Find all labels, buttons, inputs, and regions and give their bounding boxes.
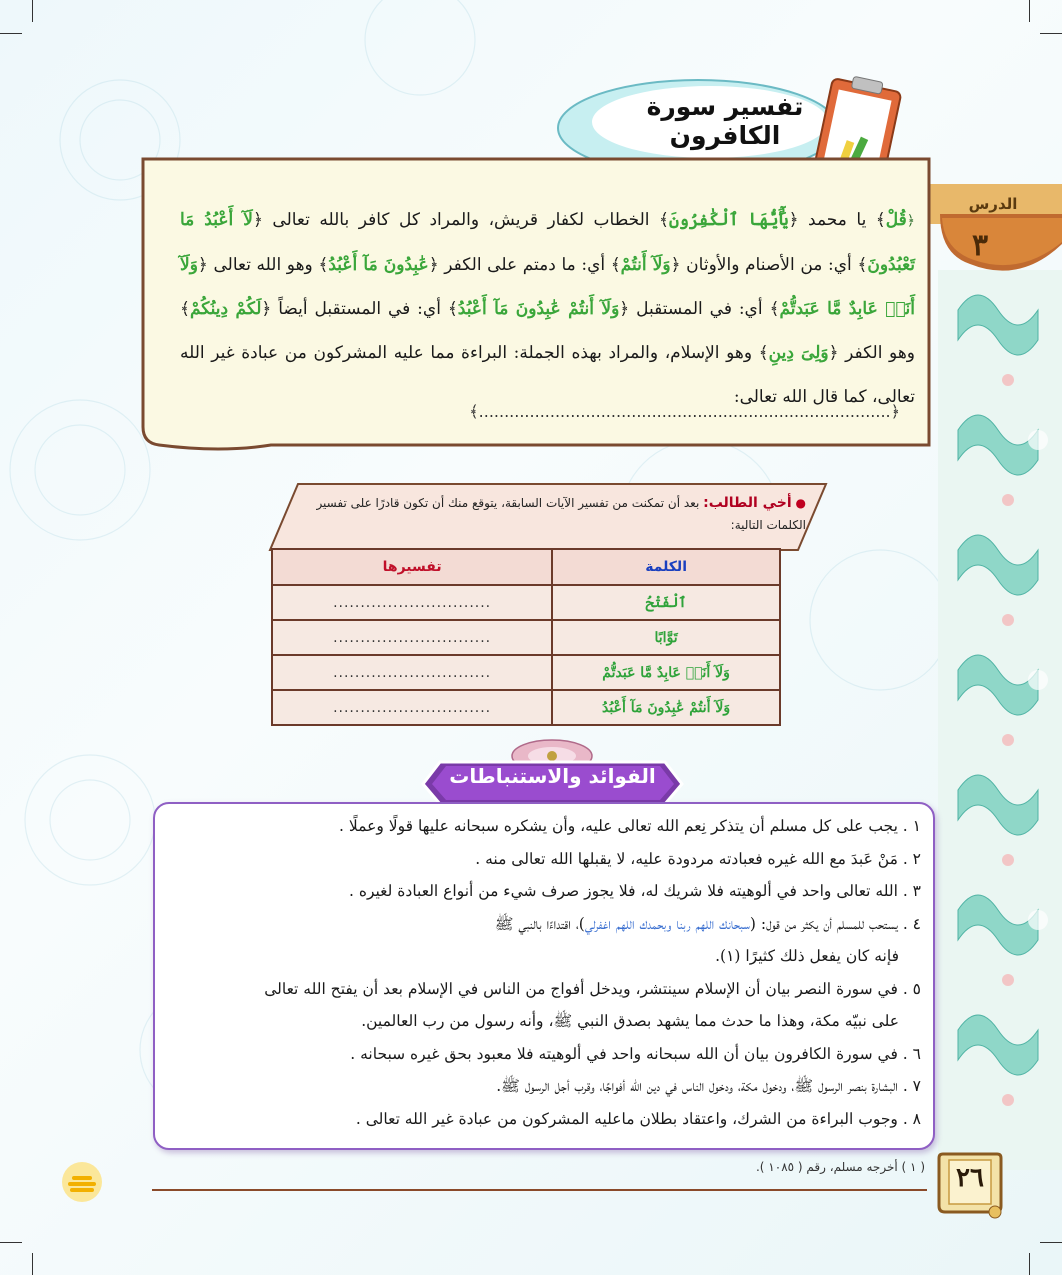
tafsir-text: ﴾ أي: من الأصنام والأوثان ﴿ — [670, 255, 868, 275]
list-item: ٨ . وجوب البراءة من الشرك، واعتقاد بطلان ماعليه المشركون من عبادة غير الله تعالى . — [355, 1109, 921, 1128]
footer-divider — [152, 1189, 927, 1191]
crop-mark — [32, 1253, 33, 1275]
table-answer-blank[interactable]: ............................. — [272, 655, 552, 690]
tafsir-text: ﴾ يا محمد ﴿ — [788, 210, 886, 230]
words-table — [271, 548, 781, 726]
list-item: ٥ . في سورة النصر بيان أن الإسلام سينتشر، ويدخل أفواج من الناس في الإسلام بعد أن يفتح الله تعالى — [264, 979, 921, 998]
bracket: ﴿ — [906, 213, 915, 229]
page-number: ٢٦ — [956, 1163, 984, 1193]
table-row — [272, 690, 780, 725]
tafsir-text: ﴾ وهو الكفر ﴿ — [180, 299, 915, 363]
list-item — [166, 908, 921, 941]
list-item: فإنه كان يفعل ذلك كثيرًا (١). — [715, 947, 899, 965]
tafsir-text: ﴾ وهو الإسلام، والمراد بهذه الجملة: البراءة مما عليه المشركون من عبادة غير الله تعالى، كما قال الله تعالى: — [180, 343, 915, 407]
lesson-number: ٣ — [971, 228, 989, 263]
table-row — [272, 620, 780, 655]
page-title: تفسير سورة الكافرون — [646, 92, 804, 150]
quran-text: لَكُمْ دِينُكُمْ — [189, 299, 262, 319]
quran-text: لَآ أَعْبُدُ مَا تَعْبُدُونَ — [180, 210, 916, 275]
note-body: بعد أن تمكنت من تفسير الآيات السابقة، يتوقع منك أن تكون قادرًا على تفسير الكلمات التالية: — [316, 496, 806, 532]
benefit-text: )، اقتداءًا بالنبي ﷺ — [494, 914, 585, 933]
list-item: ٢ . مَنْ عَبدَ مع الله غيره فعبادته مردودة عليه، لا يقبلها الله تعالى منه . — [475, 849, 921, 868]
tafsir-text: ﴾ أي: في المستقبل ﴿ — [619, 299, 780, 319]
crop-mark — [1040, 1242, 1062, 1243]
table-answer-blank[interactable]: ............................. — [272, 585, 552, 620]
benefit-text: ٤ . يستحب للمسلم أن يكثر من قول: ( — [749, 914, 921, 933]
table-answer-blank[interactable]: ............................. — [272, 690, 552, 725]
crop-mark — [0, 1242, 22, 1243]
tafsir-text: ﴾ أي: ما دمتم على الكفر ﴿ — [428, 255, 621, 275]
benefits-list — [166, 810, 921, 1135]
footnote: ( ١ ) أخرجه مسلم، رقم ( ١٠٨٥ ). — [755, 1160, 925, 1174]
quran-text: قُلْ — [885, 210, 907, 230]
bullet-icon: ● — [795, 496, 806, 510]
table-word: وَلَآ أَنَا۠ عَابِدٌ مَّا عَبَدتُّمْ — [552, 655, 780, 690]
table-row — [272, 585, 780, 620]
quran-text: وَلَآ أَنَا۠ عَابِدٌ مَّا عَبَدتُّمْ — [180, 255, 915, 319]
tafsir-text: ﴾ أي: في المستقبل أيضاً ﴿ — [261, 299, 458, 319]
publisher-logo-icon — [60, 1160, 104, 1204]
section-title: الفوائد والاستنباطات — [449, 764, 656, 788]
list-item: على نبيّه مكة، وهذا ما حدث مما يشهد بصدق النبي ﷺ، وأنه رسول من رب العالمين. — [361, 1012, 899, 1030]
quran-text: يَٰٓأَيُّهَا ٱلْكَٰفِرُونَ — [669, 210, 789, 230]
decorative-border-strip — [938, 270, 1062, 1170]
quran-text: وَلَآ أَنتُمْ — [620, 255, 671, 275]
crop-mark — [1040, 33, 1062, 34]
tafsir-text: ﴾ وهو الله تعالى ﴿ — [197, 255, 329, 275]
fill-in-line: ﴿.................................................................................﴾ — [469, 402, 900, 421]
crop-mark — [32, 0, 33, 22]
lesson-label: الدرس — [968, 195, 1018, 213]
table-word: وَلَآ أَنتُمْ عَٰبِدُونَ مَآ أَعْبُدُ — [552, 690, 780, 725]
quran-text: وَلِىَ دِينِ — [768, 343, 829, 363]
crop-mark — [1029, 0, 1030, 22]
table-header — [272, 549, 780, 585]
dua-text: سبحانك اللهم ربنا وبحمدك اللهم اغفرلي — [584, 914, 750, 933]
list-item: ٣ . الله تعالى واحد في ألوهيته فلا شريك له، فلا يجوز صرف شيء من أنواع العبادة لغيره . — [348, 882, 921, 900]
list-item: ٦ . في سورة الكافرون بيان أن الله سبحانه واحد في ألوهيته فلا معبود بحق غيره سبحانه . — [350, 1044, 921, 1063]
crop-mark — [0, 33, 22, 34]
tafsir-paragraph — [180, 198, 915, 419]
list-item: ٧ . البشارة بنصر الرسول ﷺ، ودخول مكة، ودخول الناس في دين الله أفواجًا، وقرب أجل الرسول ﷺ. — [496, 1077, 921, 1095]
note-title: أخي الطالب: — [703, 495, 792, 511]
table-row — [272, 655, 780, 690]
quran-text: وَلَآ أَنتُمْ عَٰبِدُونَ مَآ أَعْبُدُ — [457, 299, 620, 319]
table-answer-blank[interactable]: ............................. — [272, 620, 552, 655]
header-meaning: تفسيرها — [272, 549, 552, 585]
student-note — [286, 492, 806, 536]
list-item: ١ . يجب على كل مسلم أن يتذكر نِعم الله تعالى عليه، وأن يشكره سبحانه عليها قولًا وعملًا . — [339, 817, 921, 835]
header-word: الكلمة — [552, 549, 780, 585]
table-word: ٱلْفَتْحُ — [552, 585, 780, 620]
crop-mark — [1029, 1253, 1030, 1275]
table-word: تَوَّابًا — [552, 620, 780, 655]
quran-text: عَٰبِدُونَ مَآ أَعْبُدُ — [328, 255, 429, 275]
tafsir-text: ﴾ الخطاب لكفار قريش، والمراد كل كافر بالله تعالى ﴿ — [252, 210, 669, 230]
